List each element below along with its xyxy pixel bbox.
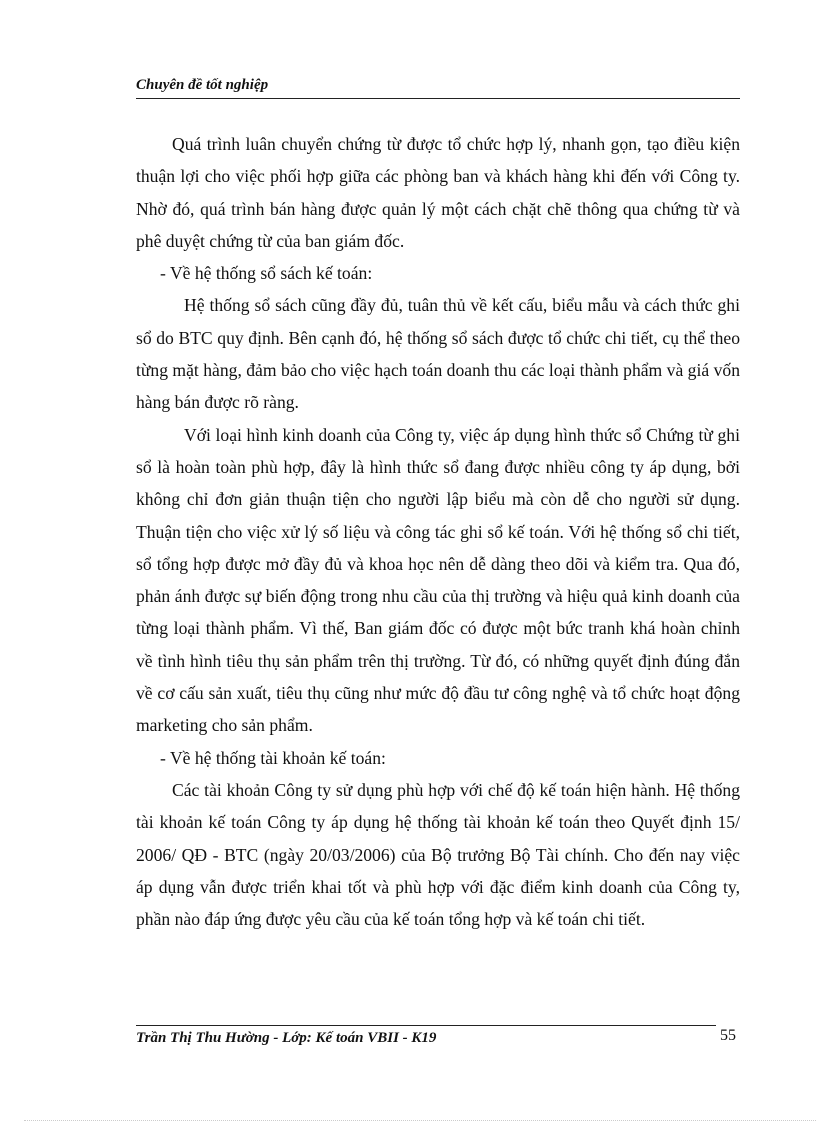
footer-divider bbox=[136, 1025, 716, 1026]
paragraph: Với loại hình kinh doanh của Công ty, việc áp dụng hình thức sổ Chứng từ ghi sổ là hoàn toàn phù hợp, đây là hình thức sổ đang được nhiều công ty áp dụng, bởi không chỉ đơn giản thuận tiện cho người lập biểu mà còn dễ cho người sử dụng. Thuận tiện cho việc xử lý số liệu và công tác ghi sổ kế toán. Với hệ thống sổ chi tiết, sổ tổng hợp được mở đầy đủ và khoa học nên dễ dàng theo dõi và kiểm tra. Qua đó, phản ánh được sự biến động trong nhu cầu của thị trường và hiệu quả kinh doanh của từng loại thành phẩm. Vì thế, Ban giám đốc có được một bức tranh khá hoàn chỉnh về tình hình tiêu thụ sản phẩm trên thị trường. Từ đó, có những quyết định đúng đắn về cơ cấu sản xuất, tiêu thụ cũng như mức độ đầu tư công nghệ và tổ chức hoạt động marketing cho sản phẩm. bbox=[136, 424, 740, 736]
body-text bbox=[136, 128, 740, 935]
section-heading: - Về hệ thống tài khoản kế toán: bbox=[160, 747, 386, 768]
paragraph: Hệ thống sổ sách cũng đầy đủ, tuân thủ về kết cấu, biểu mẫu và cách thức ghi sổ do BTC quy định. Bên cạnh đó, hệ thống sổ sách được tổ chức chi tiết, cụ thể theo từng mặt hàng, đảm bảo cho việc hạch toán doanh thu các loại thành phẩm và giá vốn hàng bán được rõ ràng. bbox=[136, 295, 740, 413]
page-edge-divider bbox=[24, 1120, 816, 1121]
paragraph: Các tài khoản Công ty sử dụng phù hợp với chế độ kế toán hiện hành. Hệ thống tài khoản kế toán Công ty áp dụng hệ thống tài khoản kế toán theo Quyết định 15/ 2006/ QĐ - BTC (ngày 20/03/2006) của Bộ trưởng Bộ Tài chính. Cho đến nay việc áp dụng vẫn được triển khai tốt và phù hợp với đặc điểm kinh doanh của Công ty, phần nào đáp ứng được yêu cầu của kế toán tổng hợp và kế toán chi tiết. bbox=[136, 779, 740, 930]
footer-author: Trần Thị Thu Hường - Lớp: Kế toán VBII - K19 bbox=[136, 1030, 437, 1046]
page-number: 55 bbox=[720, 1027, 736, 1044]
paragraph: Quá trình luân chuyển chứng từ được tổ chức hợp lý, nhanh gọn, tạo điều kiện thuận lợi cho việc phối hợp giữa các phòng ban và khách hàng khi đến với Công ty. Nhờ đó, quá trình bán hàng được quản lý một cách chặt chẽ thông qua chứng từ và phê duyệt chứng từ của ban giám đốc. bbox=[136, 134, 740, 251]
section-heading: - Về hệ thống sổ sách kế toán: bbox=[160, 263, 373, 284]
header-title: Chuyên đề tốt nghiệp bbox=[136, 77, 269, 93]
page-header bbox=[136, 76, 740, 99]
